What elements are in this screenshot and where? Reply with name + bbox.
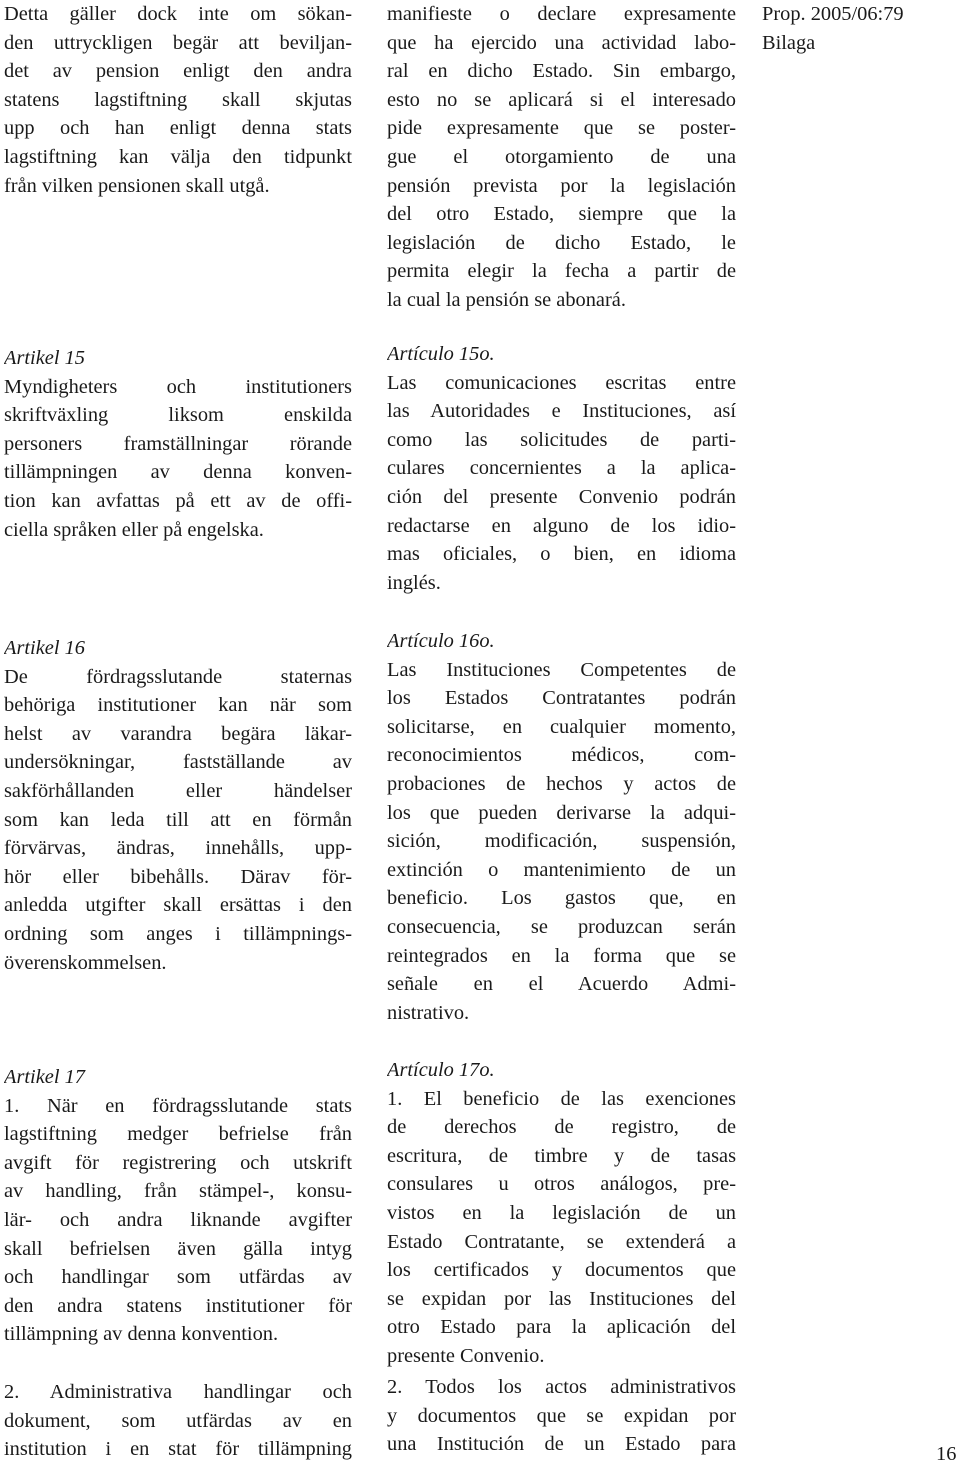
prop-reference: Prop. 2005/06:79 (762, 3, 904, 25)
text-line: una Institución de un Estado para (387, 1433, 736, 1456)
text-line: escritura, de timbre y de tasas (387, 1144, 736, 1167)
text-line: los que pueden derivarse la adqui- (387, 801, 736, 824)
text-line: como las solicitudes de parti- (387, 428, 736, 451)
text-line: Myndigheters och institutioners (4, 375, 352, 398)
text-line: Las Instituciones Competentes de (387, 658, 736, 681)
article-heading: Artikel 15 (4, 347, 85, 369)
text-line: señale en el Acuerdo Admi- (387, 973, 736, 996)
spanish-paragraph (387, 340, 736, 597)
swedish-paragraph (4, 634, 352, 977)
text-line: consulares u otros análogos, pre- (387, 1173, 736, 1196)
text-line: lagstiftning medger befrielse från (4, 1123, 352, 1146)
text-line: solicitarse, en cualquier momento, (387, 715, 736, 738)
margin-note (762, 0, 960, 57)
text-line: los certificados y documentos que (387, 1259, 736, 1282)
text-line: Detta gäller dock inte om sökan- (4, 3, 352, 25)
spanish-paragraph (387, 627, 736, 1027)
text-line: Las comunicaciones escritas entre (387, 371, 736, 394)
text-line: beneficio. Los gastos que, en (387, 887, 736, 910)
article-heading: Artikel 17 (4, 1066, 85, 1088)
text-line: reintegrados en la forma que se (387, 944, 736, 967)
spanish-paragraph (387, 0, 736, 315)
text-line: otro Estado para la aplicación del (387, 1316, 736, 1339)
text-line: de derechos de registro, de (387, 1116, 736, 1139)
text-line: pensión prevista por la legislación (387, 174, 736, 197)
text-line: consecuencia, se produzcan serán (387, 915, 736, 938)
spanish-paragraph (387, 1373, 736, 1459)
bilaga-label: Bilaga (762, 31, 816, 54)
text-line: del otro Estado, siempre que la (387, 203, 736, 226)
text-line: avgift för registrering och utskrift (4, 1151, 352, 1174)
text-line: probaciones de hechos y actos de (387, 772, 736, 795)
text-line: los Estados Contratantes podrán (387, 687, 736, 710)
article-heading: Artikel 16 (4, 637, 85, 659)
text-line: av handling, från stämpel-, konsu- (4, 1180, 352, 1203)
text-line: upp och han enligt denna stats (4, 117, 352, 140)
spanish-paragraph (387, 1056, 736, 1371)
text-line: lär- och andra liknande avgifter (4, 1208, 352, 1231)
text-line: tillämpningen av denna konven- (4, 461, 352, 484)
text-line: las Autoridades e Instituciones, así (387, 400, 736, 423)
text-line: från vilken pensionen skall utgå. (4, 174, 270, 197)
text-line: mas oficiales, o bien, en idioma (387, 543, 736, 566)
text-line: que ha ejercido una actividad labo- (387, 31, 736, 54)
text-line: reconocimientos médicos, com- (387, 744, 736, 767)
text-line: Estado Contratante, se extenderá a (387, 1230, 736, 1253)
text-line: 1. När en fördragsslutande stats (4, 1094, 352, 1117)
swedish-paragraph (4, 1063, 352, 1349)
text-line: överenskommelsen. (4, 951, 167, 974)
text-line: den andra statens institutioner för (4, 1294, 352, 1317)
article-heading: Artículo 15o. (387, 343, 495, 365)
text-line: vistos en la legislación de un (387, 1201, 736, 1224)
text-line: skall befrielsen även gälla intyg (4, 1237, 352, 1260)
swedish-paragraph (4, 0, 352, 200)
text-line: anledda utgifter skall ersättas i den (4, 894, 352, 917)
text-line: 2. Administrativa handlingar och (4, 1381, 352, 1403)
text-line: som kan leda till att en förmån (4, 808, 352, 831)
text-line: la cual la pensión se abonará. (387, 288, 626, 311)
text-line: personers framställningar rörande (4, 432, 352, 455)
text-line: institution i en stat för tillämpning (4, 1438, 352, 1461)
page-number: 16 (936, 1443, 957, 1465)
text-line: behöriga institutioner kan när som (4, 694, 352, 717)
text-line: dokument, som utfärdas av en (4, 1409, 352, 1432)
text-line: permita elegir la fecha a partir de (387, 260, 736, 283)
text-line: esto no se aplicará si el interesado (387, 88, 736, 111)
text-line: De fördragsslutande staternas (4, 665, 352, 688)
text-line: lagstiftning kan välja den tidpunkt (4, 145, 352, 168)
text-line: den uttryckligen begär att beviljan- (4, 31, 352, 54)
swedish-paragraph (4, 1378, 352, 1464)
text-line: extinción o mantenimiento de un (387, 858, 736, 881)
text-line: 2. Todos los actos administrativos (387, 1376, 736, 1398)
text-line: 1. El beneficio de las exenciones (387, 1087, 736, 1110)
text-line: gue el otorgamiento de una (387, 145, 736, 168)
text-line: manifieste o declare expresamente (387, 3, 736, 25)
text-line: hör eller bibehålls. Därav för- (4, 865, 352, 888)
text-line: undersökningar, fastställande av (4, 751, 352, 774)
text-line: ordning som anges i tillämpnings- (4, 922, 352, 945)
text-line: statens lagstiftning skall skjutas (4, 88, 352, 111)
text-line: ral en dicho Estado. Sin embargo, (387, 60, 736, 83)
text-line: sición, modificación, suspensión, (387, 830, 736, 853)
text-line: tion kan avfattas på ett av de offi- (4, 489, 352, 512)
swedish-paragraph (4, 344, 352, 544)
text-line: se expidan por las Instituciones del (387, 1287, 736, 1310)
text-line: y documentos que se expidan por (387, 1404, 736, 1427)
text-line: nistrativo. (387, 1001, 470, 1024)
text-line: och handlingar som utfärdas av (4, 1266, 352, 1289)
text-line: förvärvas, ändras, innehålls, upp- (4, 837, 352, 860)
text-line: skriftväxling liksom enskilda (4, 404, 352, 427)
text-line: ción del presente Convenio podrán (387, 485, 736, 508)
text-line: inglés. (387, 571, 441, 594)
text-line: ciella språken eller på engelska. (4, 518, 264, 541)
text-line: presente Convenio. (387, 1344, 545, 1367)
text-line: sakförhållanden eller händelser (4, 779, 352, 802)
article-heading: Artículo 17o. (387, 1059, 495, 1081)
text-line: det av pension enligt den andra (4, 60, 352, 83)
text-line: pide expresamente que se poster- (387, 117, 736, 140)
text-line: helst av varandra begära läkar- (4, 722, 352, 745)
text-line: culares concernientes a la aplica- (387, 457, 736, 480)
article-heading: Artículo 16o. (387, 630, 495, 652)
text-line: legislación de dicho Estado, le (387, 231, 736, 254)
text-line: redactarse en alguno de los idio- (387, 514, 736, 537)
text-line: tillämpning av denna konvention. (4, 1323, 279, 1346)
